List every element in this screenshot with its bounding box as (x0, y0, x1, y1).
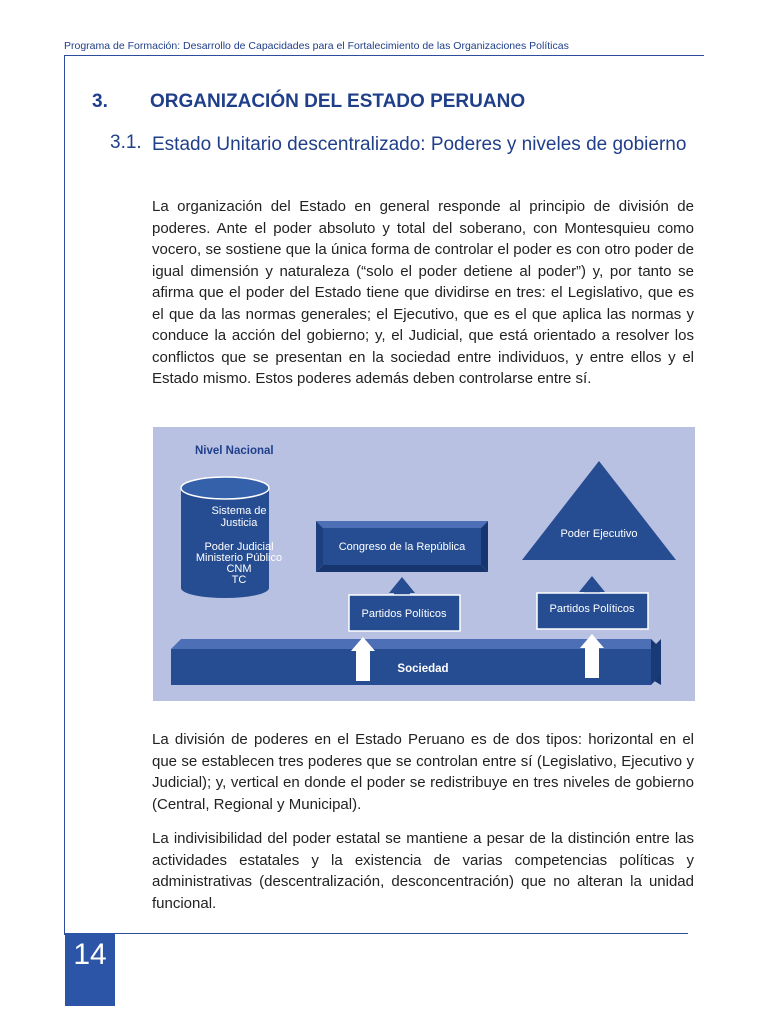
section-title: ORGANIZACIÓN DEL ESTADO PERUANO (150, 91, 526, 112)
subsection-number: 3.1. (110, 132, 142, 153)
state-organization-diagram (153, 427, 695, 706)
cylinder-line-2: Justicia (220, 517, 258, 529)
cylinder-line-4: Ministerio Público (195, 552, 283, 564)
parties-right-label: Partidos Políticos (549, 603, 635, 615)
cylinder-line-1: Sistema de (211, 505, 267, 517)
diagram-svg (153, 427, 695, 701)
paragraph-division-of-powers: La organización del Estado en general responde al principio de división de poderes. Ante el poder absoluto y total del soberano, con Montesquieu como vocero, se sostiene que la única forma de controlar el poder es con otro poder de igual dimensión y naturaleza (“solo el poder detiene al poder”) y, por tanto se afirma que el poder del Estado tiene que dividirse en tres: el Legislativo, que es el que da las normas generales; el Ejecutivo, que es el que aplica las normas y conduce la acción del gobierno; y, el Judicial, que está orientado a resolver los conflictos que se presentan en la sociedad entre individuos, y entre ellos y el Estado mismo. Estos poderes además deben controlarse entre sí. (152, 198, 694, 387)
cylinder-line-3: Poder Judicial (204, 541, 274, 553)
running-header: Programa de Formación: Desarrollo de Capacidades para el Fortalecimiento de las Organizaciones Políticas (64, 40, 569, 52)
level-label: Nivel Nacional (195, 445, 274, 457)
header-rule (64, 55, 704, 56)
section-number: 3. (92, 91, 108, 112)
page-number-box (65, 933, 115, 1006)
society-label: Sociedad (397, 663, 449, 675)
parties-left-label: Partidos Políticos (361, 608, 447, 620)
congress-box (316, 521, 488, 572)
subsection-title: Estado Unitario descentralizado: Poderes y niveles de gobierno (152, 134, 687, 155)
justice-cylinder (181, 477, 282, 598)
footer-rule (64, 933, 688, 934)
executive-label: Poder Ejecutivo (560, 528, 638, 540)
cylinder-line-5: CNM (226, 563, 252, 575)
cylinder-line-6: TC (231, 574, 247, 586)
paragraph-indivisibility: La indivisibilidad del poder estatal se mantiene a pesar de la distinción entre las actividades estatales y la existencia de varias competencias políticas y administrativas (descentralización, desconcentración) que no alteran la unidad funcional. (152, 830, 694, 912)
page-number: 14 (73, 938, 107, 971)
paragraph-horizontal-vertical: La división de poderes en el Estado Peruano es de dos tipos: horizontal en el que se establecen tres poderes que se controlan entre sí (Legislativo, Ejecutivo y Judicial); y, vertical en donde el poder se redistribuye en tres niveles de gobierno (Central, Regional y Municipal). (152, 731, 694, 813)
parties-box-right (537, 593, 648, 629)
congress-label: Congreso de la República (338, 541, 466, 553)
left-margin-rule (64, 55, 65, 935)
parties-box-left (349, 595, 460, 631)
